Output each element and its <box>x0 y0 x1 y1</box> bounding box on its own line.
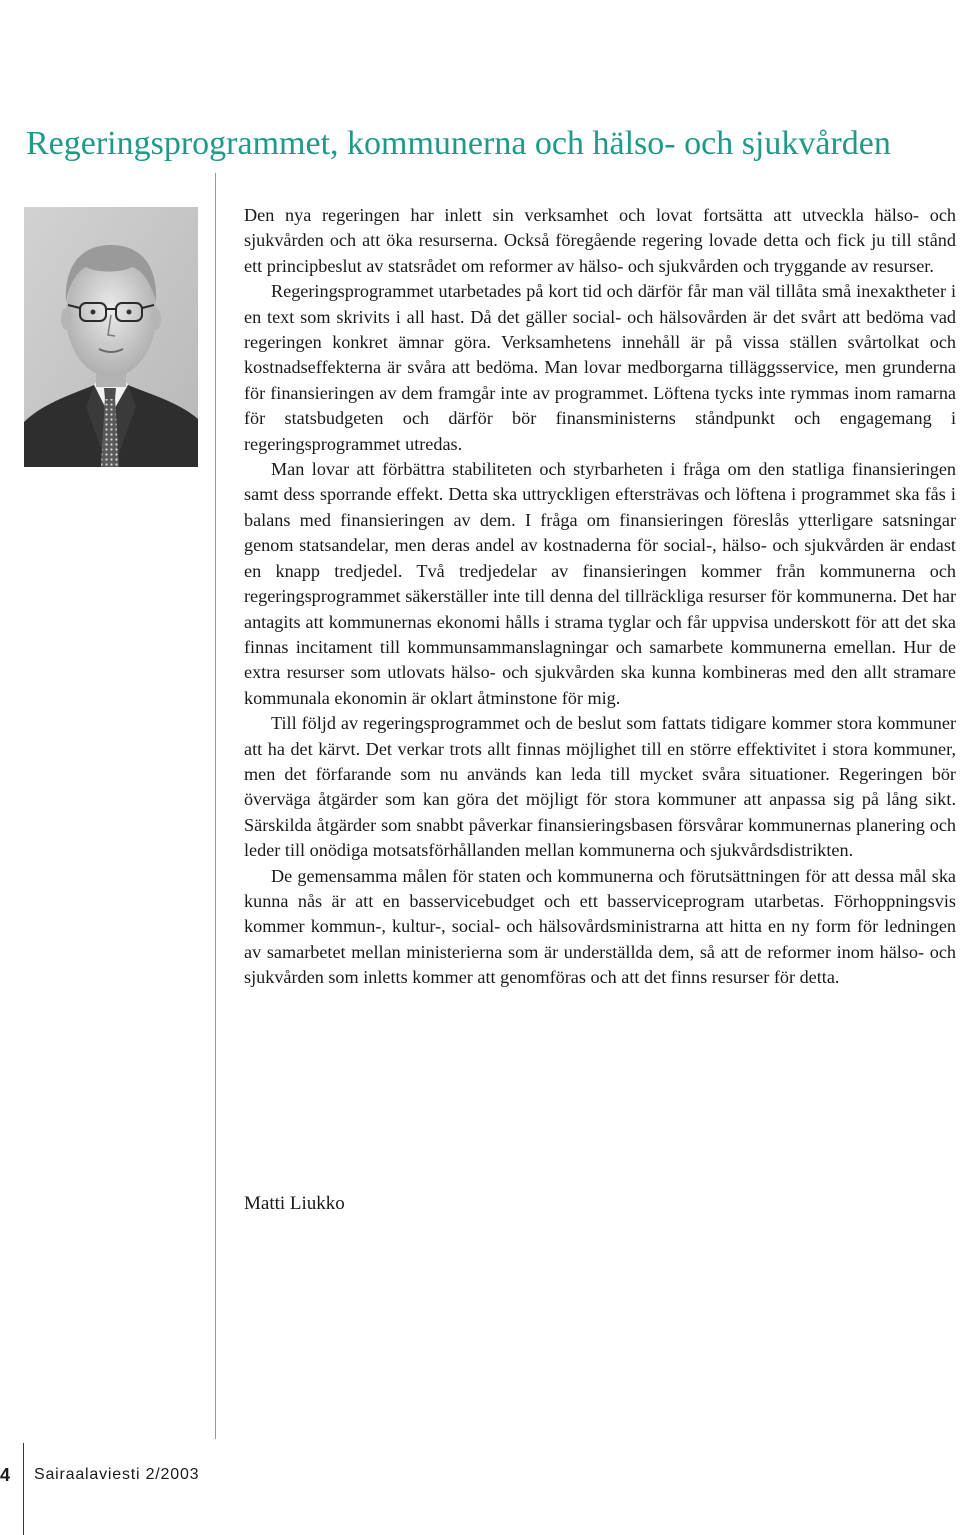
author-portrait <box>24 207 198 467</box>
article-paragraph: Den nya regeringen har inlett sin verksamhet och lovat fortsätta att utveckla hälso- och sjukvården och att öka resurserna. Också föregående regering lovade detta och fick ju till stånd ett principbeslut av statsrådet om reformer av hälso- och sjukvården och tryggande av resurser. <box>244 205 956 276</box>
footer-divider <box>23 1443 24 1535</box>
page-number: 4 <box>0 1465 11 1485</box>
article-paragraph: Till följd av regeringsprogrammet och de beslut som fattats tidigare kommer stora kommuner att ha det kärvt. Det verkar trots allt finnas möjlighet till en större effektivitet i stora kommuner, men det förfarande som nu används kan leda till mycket svåra situationer. Regeringen bör överväga åtgärder som kan göra det möjligt för stora kommuner att anpassa sig på lång sikt. Särskilda åtgärder som snabbt påverkar finansieringsbasen försvårar kommunernas planering och leder till onödiga motsatsförhållanden mellan kommunerna och sjukvårdsdistrikten. <box>244 713 956 861</box>
article-title: Regeringsprogrammet, kommunerna och hälso- och sjukvården <box>26 125 891 162</box>
article-body <box>244 203 956 991</box>
article-paragraph: De gemensamma målen för staten och kommunerna och förutsättningen för att dessa mål ska kunna nås är att en basservicebudget och ett basserviceprogram utarbetas. Förhoppningsvis kommer kommun-, kultur-, social- och hälsovårdsministrarna att hitta en ny form för ledningen av samarbetet mellan ministerierna som är underställda dem, så att de reformer inom hälso- och sjukvården som inletts kommer att genomföras och att det finns resurser för detta. <box>244 865 956 988</box>
publication-name: Sairaalaviesti 2/2003 <box>34 1466 200 1483</box>
article-paragraph: Man lovar att förbättra stabiliteten och styrbarheten i fråga om den statliga finansieringen samt dess sporrande effekt. Detta ska uttryckligen eftersträvas och löftena i programmet ska fås i balans med finansieringen av dem. I fråga om finansieringen föreslås ytterligare satsningar genom statsandelar, men deras andel av kostnaderna för social-, hälso- och sjukvården är endast en knapp tredjedel. Två tredjedelar av finansieringen kommer från kommunerna och regeringsprogrammet säkerställer inte till denna del tillräckliga resurser för kommunerna. Det har antagits att kommunernas ekonomi hålls i strama tyglar och får uppvisa underskott för att det ska finnas incitament till kommunsammanslagningar och samarbete kommunerna emellan. Hur de extra resurser som utlovats hälso- och sjukvården ska kunna kombineras med den allt stramare kommunala ekonomin är oklart åtminstone för mig. <box>244 459 956 708</box>
article-paragraph: Regeringsprogrammet utarbetades på kort tid och därför får man väl tillåta små inexaktheter i en text som skrivits i all hast. Då det gäller social- och hälsovården är det svårt att bedöma vad regeringen konkret ämnar göra. Verksamhetens innehåll är på vissa ställen svårtolkat och kostnadseffekterna är svåra att bedöma. Man lovar medborgarna tilläggsservice, men grunderna för finansieringen av dem framgår inte av programmet. Löftena tycks inte rymmas inom ramarna för statsbudgeten och därför bör finansministerns ståndpunkt och engagemang i regeringsprogrammet utredas. <box>244 281 956 454</box>
author-signature: Matti Liukko <box>244 1193 345 1214</box>
column-divider <box>215 173 216 1439</box>
